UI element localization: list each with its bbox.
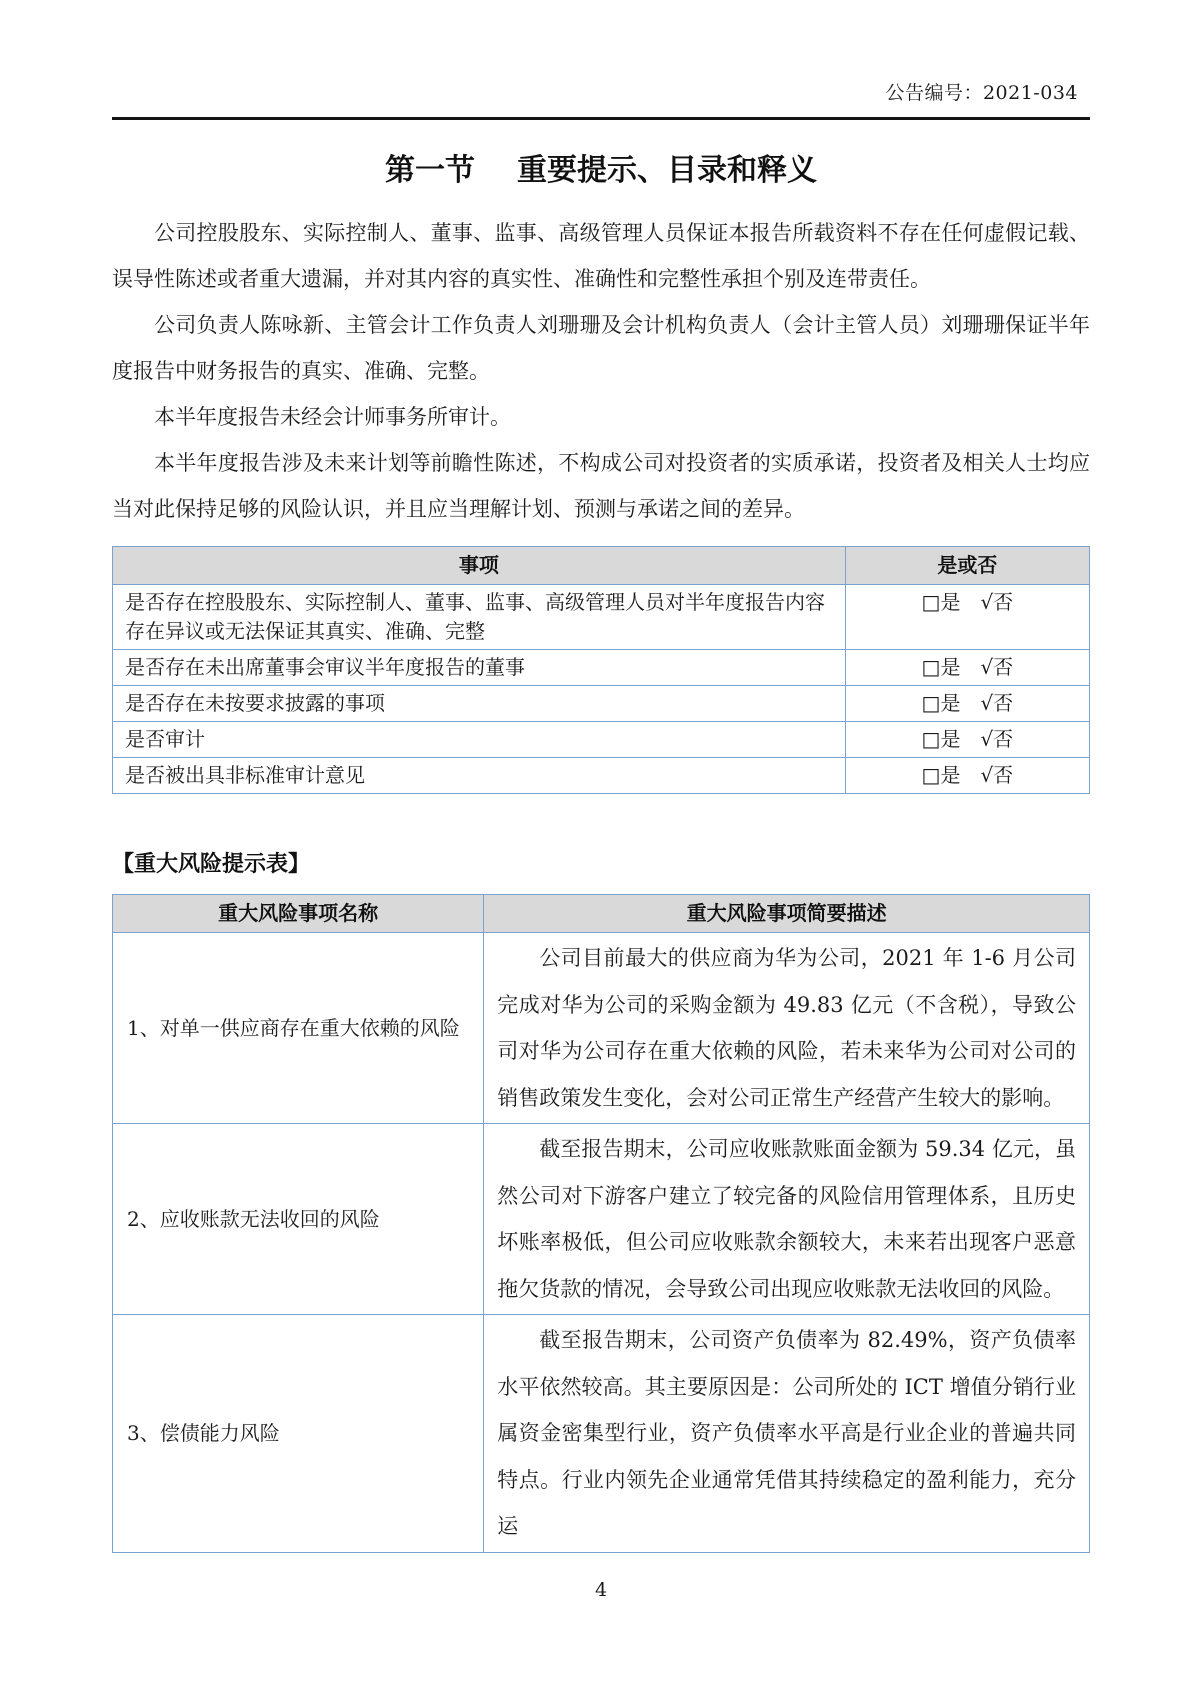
statement-answer: □是 √否	[845, 686, 1089, 722]
intro-paragraphs	[112, 210, 1090, 532]
column-header-risk-description: 重大风险事项简要描述	[484, 895, 1090, 933]
risk-description	[484, 933, 1090, 1124]
table-header-row	[113, 895, 1090, 933]
statement-item: 是否审计	[113, 722, 846, 758]
statement-answer: □是 √否	[845, 758, 1089, 794]
risk-name: 1、对单一供应商存在重大依赖的风险	[113, 933, 484, 1124]
statement-item: 是否存在控股股东、实际控制人、董事、监事、高级管理人员对半年度报告内容存在异议或无法保证其真实、准确、完整	[113, 585, 846, 650]
column-header-yes-no: 是或否	[845, 547, 1089, 585]
column-header-risk-name: 重大风险事项名称	[113, 895, 484, 933]
table-row	[113, 1315, 1090, 1553]
paragraph: 公司负责人陈咏新、主管会计工作负责人刘珊珊及会计机构负责人（会计主管人员）刘珊珊保证半年度报告中财务报告的真实、准确、完整。	[112, 313, 1090, 383]
header-rule	[112, 117, 1090, 120]
risk-description	[484, 1315, 1090, 1553]
statement-item: 是否存在未按要求披露的事项	[113, 686, 846, 722]
risk-description	[484, 1124, 1090, 1315]
table-row	[113, 722, 1090, 758]
section-title-text: 重要提示、目录和释义	[517, 153, 817, 188]
risk-description-text: 公司目前最大的供应商为华为公司，2021 年 1-6 月公司完成对华为公司的采购金额为 49.83 亿元（不含税），导致公司对华为公司存在重大依赖的风险，若未来华为公司对公司的销售政策发生变化，会对公司正常生产经营产生较大的影响。	[497, 946, 1076, 1110]
page-content	[112, 0, 1090, 1603]
table-row	[113, 933, 1090, 1124]
table-row	[113, 758, 1090, 794]
section-title-prefix: 第一节	[385, 153, 475, 188]
statement-item: 是否存在未出席董事会审议半年度报告的董事	[113, 650, 846, 686]
paragraph: 本半年度报告未经会计师事务所审计。	[154, 405, 511, 429]
table-row	[113, 585, 1090, 650]
risk-description-text: 截至报告期末，公司资产负债率为 82.49%，资产负债率水平依然较高。其主要原因是：公司所处的 ICT 增值分销行业属资金密集型行业，资产负债率水平高是行业企业的普遍共同特点。行业内领先企业通常凭借其持续稳定的盈利能力，充分运	[497, 1328, 1076, 1538]
paragraph: 公司控股股东、实际控制人、董事、监事、高级管理人员保证本报告所载资料不存在任何虚假记载、误导性陈述或者重大遗漏，并对其内容的真实性、准确性和完整性承担个别及连带责任。	[112, 221, 1090, 291]
section-title	[112, 150, 1090, 192]
announcement-number: 公告编号：2021-034	[885, 82, 1078, 104]
risk-section-heading: 【重大风险提示表】	[112, 852, 311, 877]
table-header-row	[113, 547, 1090, 585]
column-header-item: 事项	[113, 547, 846, 585]
statement-answer: □是 √否	[845, 650, 1089, 686]
table-row	[113, 1124, 1090, 1315]
table-row	[113, 650, 1090, 686]
risk-name: 2、应收账款无法收回的风险	[113, 1124, 484, 1315]
statement-table	[112, 546, 1090, 794]
statement-answer: □是 √否	[845, 585, 1089, 650]
statement-item: 是否被出具非标准审计意见	[113, 758, 846, 794]
paragraph: 本半年度报告涉及未来计划等前瞻性陈述，不构成公司对投资者的实质承诺，投资者及相关人士均应当对此保持足够的风险认识，并且应当理解计划、预测与承诺之间的差异。	[112, 451, 1090, 521]
risk-name: 3、偿债能力风险	[113, 1315, 484, 1553]
table-row	[113, 686, 1090, 722]
risk-table	[112, 894, 1090, 1553]
statement-answer: □是 √否	[845, 722, 1089, 758]
page-number: 4	[594, 1578, 608, 1601]
risk-description-text: 截至报告期末，公司应收账款账面金额为 59.34 亿元，虽然公司对下游客户建立了较完备的风险信用管理体系，且历史坏账率极低，但公司应收账款余额较大，未来若出现客户恶意拖欠货款的情况，会导致公司出现应收账款无法收回的风险。	[497, 1137, 1076, 1301]
